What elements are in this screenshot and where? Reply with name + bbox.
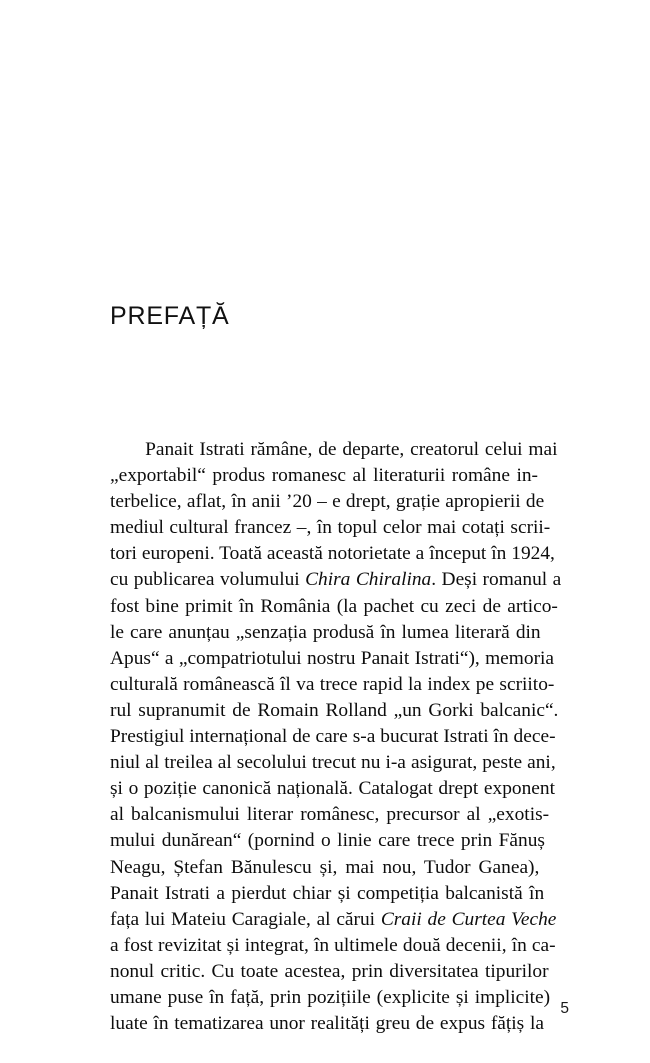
paragraph-line: nonul critic. Cu toate acestea, prin diversitatea tipurilor	[110, 960, 549, 982]
paragraph-line: rul supranumit de Romain Rolland „un Gorki balcanic“.	[110, 699, 559, 721]
book-title-italic: Craii de Curtea Veche	[380, 908, 557, 930]
paragraph-line: Prestigiul internațional de care s-a bucurat Istrati în dece-	[110, 726, 556, 748]
paragraph-line: al balcanismului literar românesc, precursor al „exotis-	[110, 804, 550, 826]
paragraph-line: Apus“ a „compatriotului nostru Panait Istrati“), memoria	[110, 647, 555, 669]
paragraph-line: Panait Istrati rămâne, de departe, creatorul celui mai	[110, 439, 558, 460]
page-number: 5	[560, 1000, 569, 1017]
body-paragraph	[110, 437, 570, 1037]
paragraph-line: tori europeni. Toată această notorietate a început în 1924,	[110, 543, 555, 565]
paragraph-line: culturală românească îl va trece rapid la index pe scriito-	[110, 673, 555, 695]
book-title-italic: Chira Chiralina	[305, 569, 432, 591]
page-title: PREFAȚĂ	[110, 301, 230, 330]
paragraph-line: terbelice, aflat, în anii ’20 – e drept, grație apropierii de	[110, 491, 545, 513]
paragraph-line: mediul cultural francez –, în topul celor mai cotați scrii-	[110, 517, 551, 539]
paragraph-line: cu publicarea volumului Chira Chiralina. Deși romanul a	[110, 569, 562, 591]
paragraph-line: le care anunțau „senzația produsă în lumea literară din	[110, 621, 541, 643]
paragraph-line: mului dunărean“ (pornind o linie care trece prin Fănuș	[110, 830, 545, 852]
paragraph-line: a fost revizitat și integrat, în ultimele două decenii, în ca-	[110, 934, 556, 956]
paragraph-line: niul al treilea al secolului trecut nu i-a asigurat, peste ani,	[110, 752, 556, 774]
paragraph-line: fost bine primit în România (la pachet cu zeci de artico-	[110, 595, 558, 617]
paragraph-line: umane puse în față, prin pozițiile (explicite și implicite)	[110, 986, 551, 1008]
paragraph-line: Neagu, Ștefan Bănulescu și, mai nou, Tudor Ganea),	[110, 856, 540, 878]
paragraph-line: fața lui Mateiu Caragiale, al cărui Craii de Curtea Veche	[110, 908, 557, 930]
paragraph-line: Panait Istrati a pierdut chiar și competiția balcanistă în	[110, 882, 545, 904]
paragraph-line: luate în tematizarea unor realități greu de expus fățiș la	[110, 1013, 544, 1035]
paragraph-line: „exportabil“ produs romanesc al literaturii române in-	[110, 465, 539, 487]
paragraph-line: și o poziție canonică națională. Catalogat drept exponent	[110, 778, 555, 800]
